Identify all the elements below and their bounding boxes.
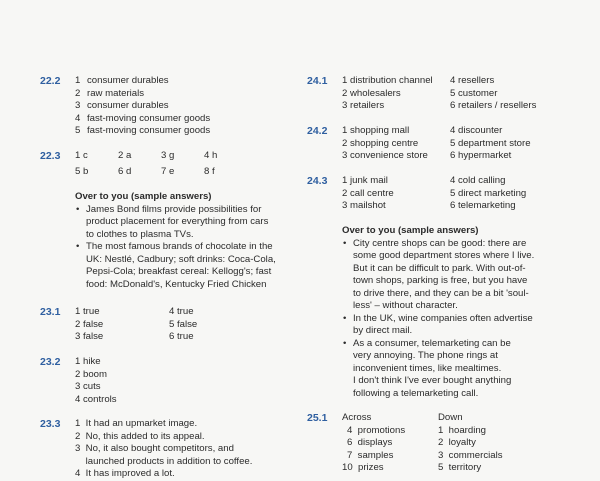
answer-row: 3 convenience store 6 hypermarket <box>342 150 512 161</box>
answer-item: 3 No, it also bought competitors, and <box>75 443 234 454</box>
exercise-number: 23.3 <box>40 418 61 430</box>
answer-item: 1 It had an upmarket image. <box>75 418 198 429</box>
answer-item: launched products in addition to coffee. <box>75 455 253 467</box>
exercise-number: 23.2 <box>40 356 61 368</box>
answer-row: 1 shopping mall 4 discounter <box>342 125 503 136</box>
answer-row: 2 false 5 false <box>75 318 198 330</box>
bullet-item: • In the UK, wine companies often advertise by direct mail. <box>353 313 577 338</box>
bullet-list <box>342 238 577 376</box>
exercise-number: 24.1 <box>307 75 328 87</box>
answer-row: 10 prizes 5 territory <box>342 462 482 473</box>
exercise-number: 24.2 <box>307 125 328 137</box>
answer-item: 3 cuts <box>75 381 101 392</box>
bullet-list <box>75 204 320 292</box>
answer-row: 2 shopping centre 5 department store <box>342 137 531 149</box>
exercise-number: 24.3 <box>307 175 328 187</box>
over-to-you-section <box>75 191 320 291</box>
bullet-item: • As a consumer, telemarketing can be very annoying. The phone rings at inconvenient times, like mealtimes. <box>353 338 577 376</box>
bullet-item: • City centre shops can be good: there are some good department stores where I live. But it can be difficult to park. With out-of- town shops, parking is free, but you have to drive there, and they can be a bit 'soul- less' – without character. <box>353 238 577 313</box>
answer-row: 1 junk mail 4 cold calling <box>342 175 506 186</box>
answer-grid <box>75 150 247 178</box>
answer-row: 2 wholesalers 5 customer <box>342 87 498 99</box>
answer-item: 2 raw materials <box>75 87 145 99</box>
answer-item: 4 It has improved a lot. <box>75 468 175 479</box>
answer-row: 1 c 2 a 3 g 4 h <box>75 150 218 161</box>
answer-grid <box>342 75 536 113</box>
answer-row: 6 displays 2 loyalty <box>347 437 476 448</box>
answer-item: 2 boom <box>75 368 107 380</box>
answer-item: 3 consumer durables <box>75 100 169 111</box>
section-title: Over to you (sample answers) <box>342 225 479 236</box>
section-title: Over to you (sample answers) <box>75 191 212 202</box>
answer-row: 7 samples 3 commercials <box>347 449 503 461</box>
answer-grid <box>342 175 526 213</box>
answer-item: 1 consumer durables <box>75 75 169 86</box>
paragraph: I don't think I've ever bought anything following a telemarketing call. <box>353 375 512 399</box>
answer-row: 3 mailshot 6 telemarketing <box>342 200 516 211</box>
answer-row: 3 false 6 true <box>75 331 194 342</box>
bullet-item: • James Bond films provide possibilities for product placement for everything from cars to clothes to plasma TVs. <box>86 204 320 242</box>
answer-row: 1 distribution channel 4 resellers <box>342 75 495 86</box>
column-headers: Across Down <box>342 412 463 423</box>
answer-grid <box>75 306 197 344</box>
answer-item: 1 hike <box>75 356 101 367</box>
answer-item: 5 fast-moving consumer goods <box>75 125 211 136</box>
exercise-number: 25.1 <box>307 412 328 424</box>
answer-grid <box>342 125 531 163</box>
answer-row: 4 promotions 1 hoarding <box>347 424 487 436</box>
exercise-number: 22.2 <box>40 75 61 87</box>
over-to-you-section <box>342 225 577 400</box>
exercise-number: 23.1 <box>40 306 61 318</box>
answer-item: 4 controls <box>75 393 117 405</box>
answer-row: 5 b 6 d 7 e 8 f <box>75 165 215 177</box>
answer-row: 1 true 4 true <box>75 306 194 317</box>
answer-list <box>75 418 252 481</box>
bullet-item: • The most famous brands of chocolate in the UK: Nestlé, Cadbury; soft drinks: Coca-Cola, Pepsi-Cola; breakfast cereal: Kellogg's; fast food: McDonald's, Kentucky Fried Chicken <box>86 241 320 291</box>
answer-list <box>75 356 117 406</box>
answer-row: 3 retailers 6 retailers / resellers <box>342 100 537 111</box>
answer-item: 2 No, this added to its appeal. <box>75 430 205 442</box>
exercise-number: 22.3 <box>40 150 61 162</box>
answer-list <box>75 75 210 138</box>
answer-item: 4 fast-moving consumer goods <box>75 112 211 124</box>
crossword-answers <box>342 412 503 475</box>
answer-row: 2 call centre 5 direct marketing <box>342 187 527 199</box>
